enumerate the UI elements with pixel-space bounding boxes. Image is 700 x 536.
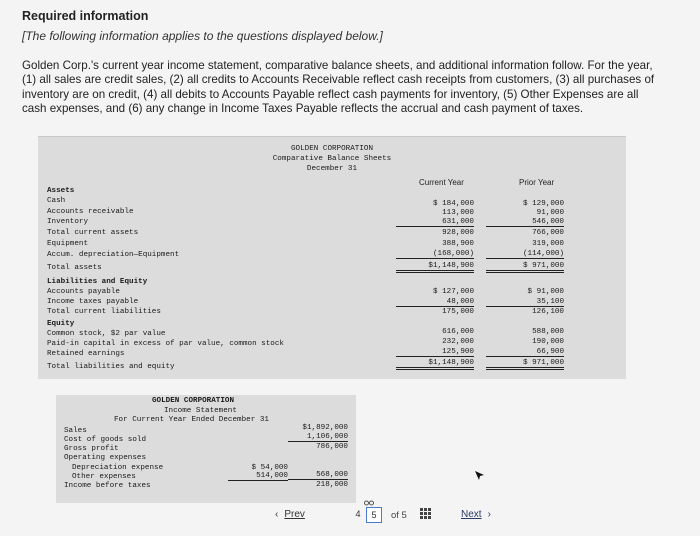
- is-row-label: Depreciation expense: [72, 464, 164, 472]
- bs-prior-value: (114,000): [486, 250, 564, 259]
- applies-note: [The following information applies to the questions displayed below.]: [22, 29, 383, 43]
- is-period: For Current Year Ended December 31: [114, 416, 269, 424]
- bs-prior-value: 35,100: [486, 298, 564, 307]
- bs-row-label: Total liabilities and equity: [47, 363, 175, 371]
- bs-current-value: 616,000: [442, 328, 474, 336]
- bs-row-label: Equity: [47, 320, 75, 328]
- next-label: Next: [461, 509, 482, 520]
- balance-sheet-panel: [38, 136, 626, 379]
- bs-prior-value: 766,000: [532, 229, 564, 237]
- col-current-year: Current Year: [419, 178, 464, 187]
- prev-button[interactable]: [275, 509, 305, 520]
- is-company: GOLDEN CORPORATION: [152, 397, 235, 405]
- prev-label: Prev: [284, 509, 305, 520]
- bs-current-value: 928,000: [442, 229, 474, 237]
- bs-row-label: Total current assets: [47, 229, 139, 237]
- is-col2-value: $1,892,000: [302, 424, 348, 432]
- bs-row-label: Paid-in capital in excess of par value, common stock: [47, 340, 284, 348]
- bs-current-value: $ 127,000: [432, 288, 474, 296]
- is-col2-value: 786,000: [316, 443, 348, 451]
- bs-row-label: Liabilities and Equity: [47, 278, 148, 286]
- bs-current-value: 388,900: [442, 240, 474, 248]
- bs-row-label: Income taxes payable: [47, 298, 139, 306]
- bs-prior-value: 91,000: [536, 209, 564, 217]
- bs-row-label: Assets: [47, 187, 75, 195]
- bs-current-value: 232,000: [442, 338, 474, 346]
- bs-current-value: $1,148,900: [396, 359, 474, 370]
- bs-prior-value: $ 971,000: [486, 359, 564, 370]
- bs-current-value: (168,000): [396, 250, 474, 259]
- bs-prior-value: 319,000: [532, 240, 564, 248]
- bs-row-label: Inventory: [47, 218, 89, 226]
- bs-date: December 31: [306, 165, 358, 173]
- bs-company: GOLDEN CORPORATION: [290, 145, 374, 153]
- required-information-title: Required information: [22, 9, 149, 23]
- bs-current-value: 175,000: [442, 308, 474, 316]
- bs-row-label: Accounts payable: [47, 288, 120, 296]
- bs-current-value: 113,000: [442, 209, 474, 217]
- page-4-button[interactable]: 4: [355, 509, 361, 519]
- intro-paragraph: Golden Corp.'s current year income statement, comparative balance sheets, and additional information follow. For the year, (1) all sales are credit sales, (2) all credits to Accounts Receivable reflect cash receipts from customers, (3) all purchases of inventory are on credit, (4) all debits to Accounts Payable reflect cash payments for inventory, (5) Other Expenses are all cash expenses, and (6) any change in Income Taxes Payable reflects the accrual and cash payment of taxes.: [22, 59, 655, 116]
- bs-row-label: Total current liabilities: [47, 308, 161, 316]
- is-col2-value: 568,000: [288, 471, 348, 480]
- col-prior-year: Prior Year: [519, 178, 555, 187]
- bs-prior-value: 66,900: [486, 348, 564, 357]
- bs-prior-value: 546,000: [486, 218, 564, 227]
- is-row-label: Cost of goods sold: [64, 436, 147, 444]
- is-row-label: Income before taxes: [64, 482, 151, 490]
- bs-current-value: 631,000: [396, 218, 474, 227]
- bs-current-value: 48,000: [396, 298, 474, 307]
- is-row-label: Sales: [64, 427, 87, 435]
- next-button[interactable]: [461, 509, 491, 520]
- bs-current-value: 125,900: [396, 348, 474, 357]
- page-5-button[interactable]: 5: [366, 507, 382, 523]
- bs-prior-value: 190,000: [532, 338, 564, 346]
- bs-current-value: $ 184,000: [432, 200, 474, 208]
- grid-icon[interactable]: [420, 508, 431, 519]
- bs-row-label: Retained earnings: [47, 350, 125, 358]
- is-row-label: Gross profit: [64, 445, 119, 453]
- bs-row-label: Accounts receivable: [47, 208, 134, 216]
- bs-current-value: $1,148,900: [396, 262, 474, 273]
- bs-row-label: Total assets: [47, 264, 102, 272]
- is-title: Income Statement: [164, 407, 237, 415]
- bs-prior-value: 588,000: [532, 328, 564, 336]
- chevron-left-icon: ‹: [275, 509, 279, 520]
- is-col1-value: 514,000: [228, 472, 288, 481]
- mouse-cursor-icon: [474, 470, 486, 482]
- bs-row-label: Equipment: [47, 240, 89, 248]
- chevron-right-icon: ›: [487, 509, 491, 520]
- income-statement-panel: [56, 395, 356, 503]
- bs-prior-value: 126,100: [532, 308, 564, 316]
- is-col1-value: $ 54,000: [251, 464, 288, 472]
- page-count: of 5: [391, 510, 407, 521]
- bs-row-label: Common stock, $2 par value: [47, 330, 166, 338]
- is-row-label: Other expenses: [72, 473, 136, 481]
- bs-prior-value: $ 91,000: [527, 288, 564, 296]
- is-row-label: Operating expenses: [64, 454, 147, 462]
- bs-prior-value: $ 971,000: [486, 262, 564, 273]
- is-col2-value: 1,106,000: [288, 433, 348, 442]
- bs-row-label: Accum. depreciation—Equipment: [47, 251, 180, 259]
- bs-row-label: Cash: [47, 197, 66, 205]
- bs-title: Comparative Balance Sheets: [272, 155, 392, 163]
- pagination-bar: [0, 505, 700, 525]
- glasses-icon: [364, 500, 374, 506]
- is-col2-value: 218,000: [316, 481, 348, 489]
- bs-prior-value: $ 129,000: [522, 200, 564, 208]
